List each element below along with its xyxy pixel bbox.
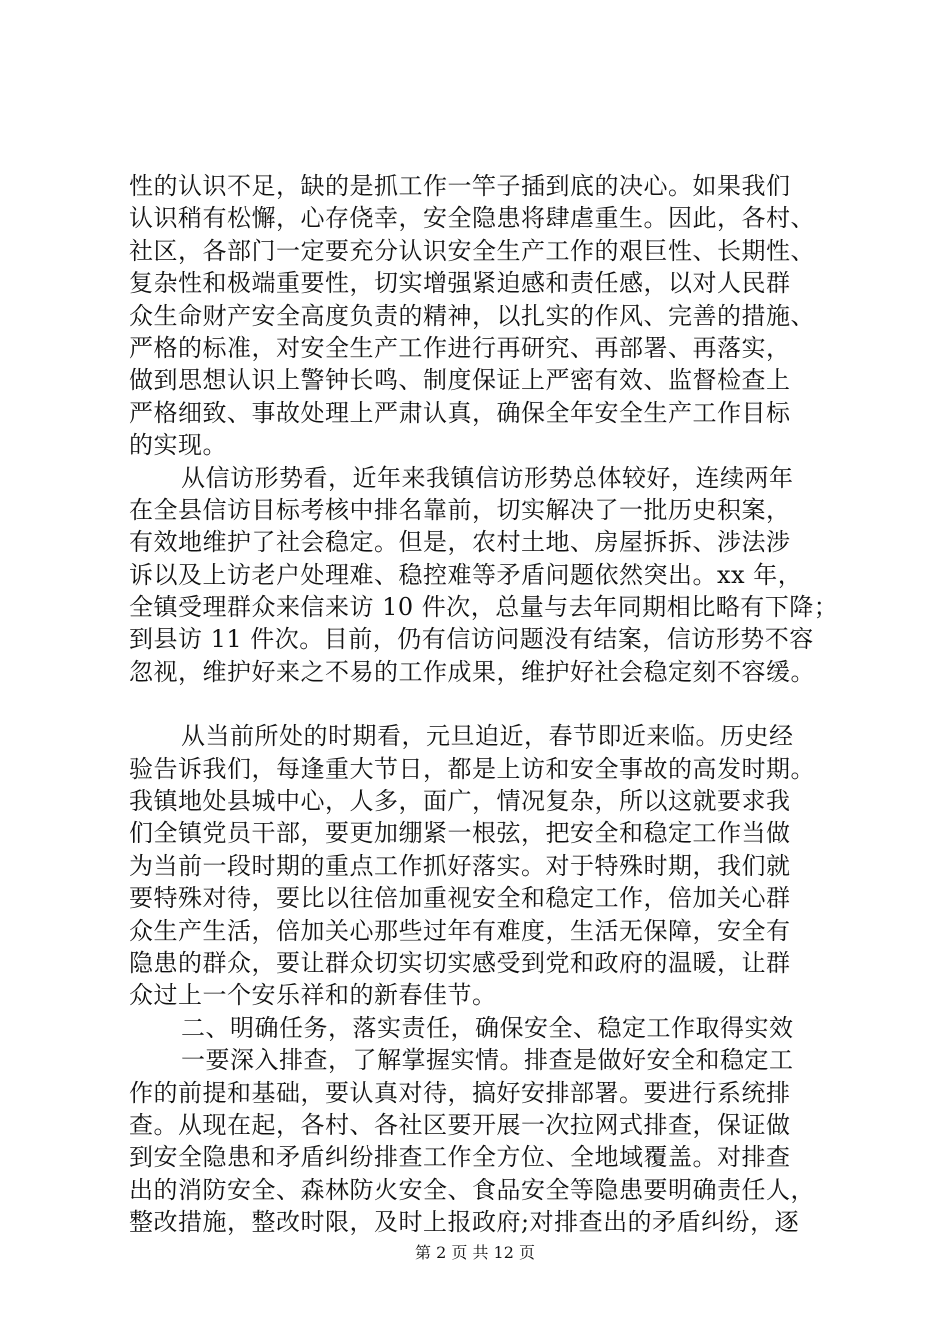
text-line: 验告诉我们，每逢重大节日，都是上访和安全事故的高发时期。 [129,754,815,783]
paragraph [129,170,829,462]
text-line: 为当前一段时期的重点工作抓好落实。对于特殊时期，我们就 [129,851,791,880]
text-line: 众生产生活，倍加关心那些过年有难度，生活无保障，安全有 [129,916,791,945]
paragraph [129,1044,829,1238]
text-line: 一要深入排查，了解掌握实情。排查是做好安全和稳定工 [181,1046,794,1075]
paragraph-gap [129,688,829,720]
page-footer: 第 2 页 共 12 页 [415,1243,535,1262]
text-line: 众过上一个安乐祥和的新春佳节。 [129,981,497,1010]
text-line: 二、明确任务，落实责任，确保安全、稳定工作取得实效 [181,1013,794,1042]
text-line: 隐患的群众，要让群众切实切实感受到党和政府的温暖，让群 [129,948,791,977]
text-line: 认识稍有松懈，心存侥幸，安全隐患将肆虐重生。因此，各村、 [129,204,815,233]
text-line: 们全镇党员干部，要更加绷紧一根弦，把安全和稳定工作当做 [129,819,791,848]
text-line: 要特殊对待，要比以往倍加重视安全和稳定工作，倍加关心群 [129,884,791,913]
text-line: 作的前提和基础，要认真对待，搞好安排部署。要进行系统排 [129,1078,791,1107]
text-line: 社区，各部门一定要充分认识安全生产工作的艰巨性、长期性、 [129,236,815,265]
paragraph [129,1012,829,1044]
text-line: 从当前所处的时期看，元旦迫近，春节即近来临。历史经 [181,722,794,751]
text-line: 出的消防安全、森林防火安全、食品安全等隐患要明确责任人， [129,1175,815,1204]
text-line: 的实现。 [129,431,227,460]
text-line: 查。从现在起，各村、各社区要开展一次拉网式排查，保证做 [129,1110,791,1139]
text-line: 在全县信访目标考核中排名靠前，切实解决了一批历史积案， [129,495,791,524]
text-line: 诉以及上访老户处理难、稳控难等矛盾问题依然突出。xx 年， [129,560,803,589]
text-line: 性的认识不足，缺的是抓工作一竿子插到底的决心。如果我们 [129,172,791,200]
text-line: 严格细致、事故处理上严肃认真，确保全年安全生产工作目标 [129,398,791,427]
paragraph [129,462,839,689]
text-line: 到县访 11 件次。目前，仍有信访问题没有结案，信访形势不容 [129,625,814,654]
text-line: 严格的标准，对安全生产工作进行再研究、再部署、再落实， [129,333,791,362]
document-body [129,170,839,1239]
text-line: 整改措施，整改时限，及时上报政府;对排查出的矛盾纠纷，逐 [129,1208,800,1237]
paragraph [129,720,829,1012]
text-line: 全镇受理群众来信来访 10 件次，总量与去年同期相比略有下降； [129,593,839,622]
text-line: 有效地维护了社会稳定。但是，农村土地、房屋拆拆、涉法涉 [129,528,791,557]
text-line: 众生命财产安全高度负责的精神，以扎实的作风、完善的措施、 [129,301,815,330]
text-line: 复杂性和极端重要性，切实增强紧迫感和责任感，以对人民群 [129,269,791,298]
text-line: 做到思想认识上警钟长鸣、制度保证上严密有效、监督检查上 [129,366,791,395]
text-line: 到安全隐患和矛盾纠纷排查工作全方位、全地域覆盖。对排查 [129,1143,791,1172]
text-line: 从信访形势看，近年来我镇信访形势总体较好，连续两年 [181,463,794,492]
text-line: 我镇地处县城中心，人多，面广，情况复杂，所以这就要求我 [129,787,791,816]
text-line: 忽视，维护好来之不易的工作成果，维护好社会稳定刻不容缓。 [129,657,815,686]
